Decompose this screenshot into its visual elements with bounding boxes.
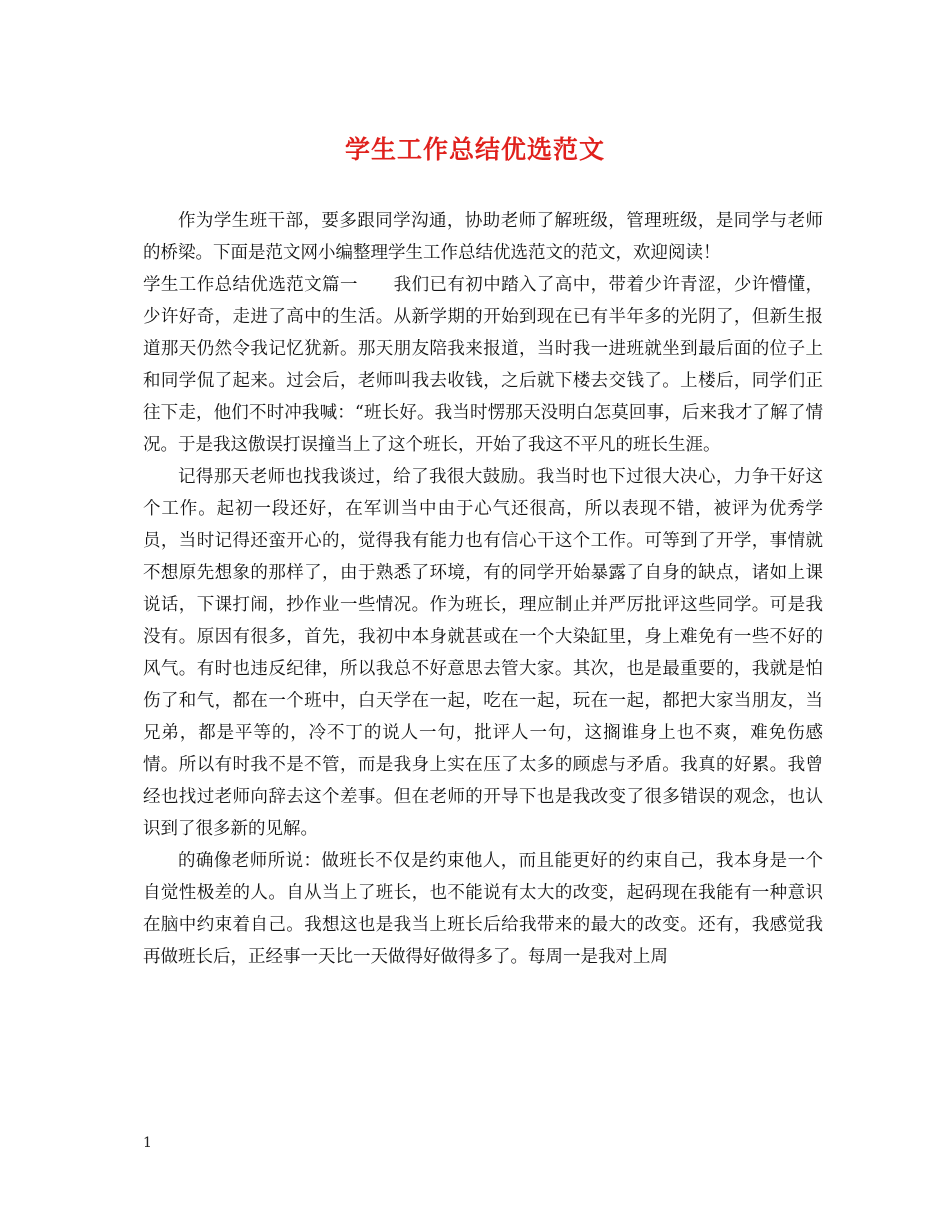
document-title: 学生工作总结优选范文 — [344, 135, 605, 164]
page-number: 1 — [143, 1135, 152, 1151]
section-one-paragraph: 学生工作总结优选范文篇一 我们已有初中踏入了高中，带着少许青涩，少许懵懂，少许好奇，走进了高中的生活。从新学期的开始到现在已有半年多的光阴了，但新生报道那天仍然令我记忆犹新。那天朋友陪我来报道，当时我一进班就坐到最后面的位子上和同学侃了起来。过会后，老师叫我去收钱，之后就下楼去交钱了。上楼后，同学们正往下走，他们不时冲我喊：“班长好。我当时愣那天没明白怎莫回事，后来我才了解了情况。于是我这傲误打误撞当上了这个班长，开始了我这不平凡的班长生涯。 — [143, 275, 823, 455]
body-paragraph: 记得那天老师也找我谈过，给了我很大鼓励。我当时也下过很大决心，力争干好这个工作。起初一段还好，在军训当中由于心气还很高，所以表现不错，被评为优秀学员，当时记得还蛮开心的，觉得我有能力也有信心干这个工作。可等到了开学，事情就不想原先想象的那样了，由于熟悉了环境，有的同学开始暴露了自身的缺点，诸如上课说话，下课打闹，抄作业一些情况。作为班长，理应制止并严厉批评这些同学。可是我没有。原因有很多，首先，我初中本身就甚或在一个大染缸里，身上难免有一些不好的风气。有时也违反纪律，所以我总不好意思去管大家。其次，也是最重要的，我就是怕伤了和气，都在一个班中，白天学在一起，吃在一起，玩在一起，都把大家当朋友，当兄弟，都是平等的，冷不丁的说人一句，批评人一句，这搁谁身上也不爽，难免伤感情。所以有时我不是不管，而是我身上实在压了太多的顾虑与矛盾。我真的好累。我曾经也找过老师向辞去这个差事。但在老师的开导下也是我改变了很多错误的观念，也认识到了很多新的见解。 — [143, 467, 823, 839]
intro-paragraph: 作为学生班干部，要多跟同学沟通，协助老师了解班级，管理班级，是同学与老师的桥梁。下面是范文网小编整理学生工作总结优选范文的范文，欢迎阅读！ — [143, 211, 823, 263]
document-body — [143, 205, 823, 973]
body-paragraph: 的确像老师所说：做班长不仅是约束他人，而且能更好的约束自己，我本身是一个自觉性极差的人。自从当上了班长，也不能说有太大的改变，起码现在我能有一种意识在脑中约束着自己。我想这也是我当上班长后给我带来的最大的改变。还有，我感觉我再做班长后，正经事一天比一天做得好做得多了。每周一是我对上周 — [143, 851, 823, 967]
